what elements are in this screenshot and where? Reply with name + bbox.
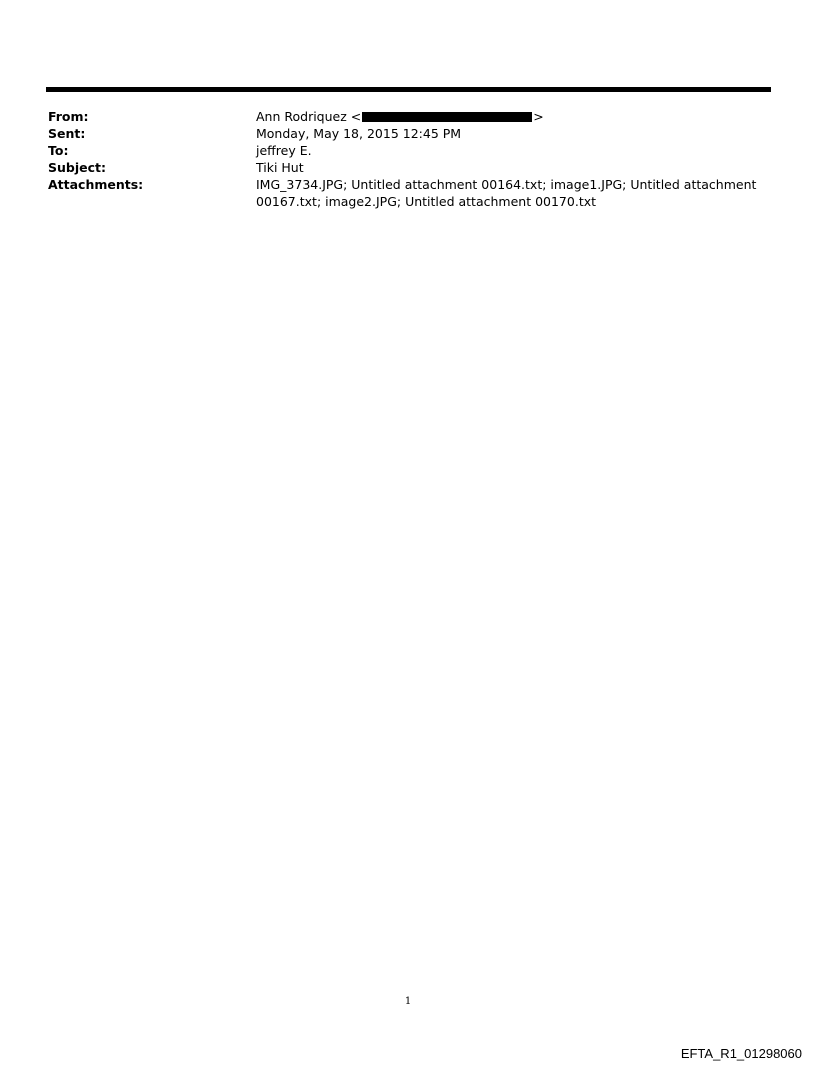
subject-value: Tiki Hut [256, 160, 304, 175]
to-value: jeffrey E. [256, 143, 312, 158]
to-label: To: [48, 143, 69, 158]
bates-stamp: EFTA_R1_01298060 [680, 1046, 802, 1061]
from-closing-bracket: > [533, 109, 544, 124]
to-row [48, 142, 770, 159]
sent-label: Sent: [48, 126, 86, 141]
subject-label: Subject: [48, 160, 106, 175]
attachments-row [48, 176, 770, 210]
from-row [48, 108, 770, 125]
page-number: 1 [404, 996, 412, 1007]
redaction-block [362, 112, 532, 122]
subject-row [48, 159, 770, 176]
email-header [48, 108, 770, 210]
header-divider-rule [46, 87, 771, 92]
from-label: From: [48, 109, 89, 124]
from-value [256, 108, 770, 125]
from-name: Ann Rodriquez < [256, 109, 362, 124]
sent-row [48, 125, 770, 142]
attachments-label: Attachments: [48, 177, 144, 192]
attachments-value: IMG_3734.JPG; Untitled attachment 00164.txt; image1.JPG; Untitled attachment 00167.txt; image2.JPG; Untitled attachment 00170.txt [256, 177, 757, 209]
sent-value: Monday, May 18, 2015 12:45 PM [256, 126, 462, 141]
